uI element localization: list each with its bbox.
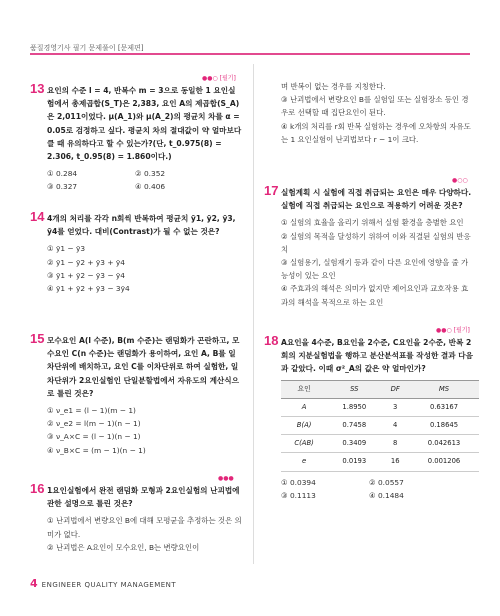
option[interactable]: ④ ν_B×C = (m − 1)(n − 1): [47, 445, 146, 455]
column-header: DF: [381, 380, 409, 398]
difficulty-dots-icon: ●●○: [436, 327, 454, 334]
table-cell: e: [281, 453, 327, 471]
column-header: 요인: [281, 380, 327, 398]
question-number: 13: [30, 81, 45, 96]
table-cell: 4: [381, 417, 409, 435]
question-stem: A요인을 4수준, B요인을 2수준, C요인을 2수준, 반복 2회의 지분실험법을 행하고 분산분석표를 작성한 결과 다음과 같았다. 이때 σ²_A의 값은 약 얼마인가?: [281, 338, 473, 374]
column-divider: [253, 64, 254, 564]
option[interactable]: ① ȳ1 − ȳ3: [47, 244, 86, 254]
option[interactable]: ④ k개의 처리를 r회 반복 실험하는 경우에 오차항의 자유도는 1 요인실험이 난괴법보다 r − 1이 크다.: [281, 121, 471, 144]
question-number: 14: [30, 209, 45, 224]
option[interactable]: ① 난괴법에서 변량요인 B에 대해 모평균을 추정하는 것은 의미가 없다.: [47, 516, 242, 539]
table-cell: A: [281, 398, 327, 416]
question-number: 15: [30, 331, 45, 346]
answer-options: [281, 80, 474, 146]
answer-options: [47, 404, 242, 457]
question-13: [30, 75, 242, 194]
option[interactable]: ① 0.0394: [281, 477, 316, 487]
question-stem: 요인의 수준 l = 4, 반복수 m = 3으로 동일한 1 요인실험에서 총제곱합(S_T)은 2,383, 요인 A의 제곱합(S_A)은 2,011이었다. μ(A_1)와 μ(A_2)의 평균치 차를 α = 0.05로 검정하고 싶다. 평균치 차의 절대값이 약 얼마보다 클 때 유의하다고 할 수 있는가?(단, t_0.975(8) = 2.306, t_0.95(8) = 1.860이다.): [47, 86, 242, 162]
column-header: SS: [327, 380, 381, 398]
answer-options: [281, 216, 474, 308]
question-16: [30, 475, 242, 554]
table-cell: 0.3409: [327, 435, 381, 453]
page-number: 4: [30, 577, 38, 590]
answer-options: [47, 514, 242, 554]
table-header-row: [281, 380, 479, 398]
table-row: [281, 398, 479, 416]
option[interactable]: ③ ȳ1 + ȳ2 − ȳ3 − ȳ4: [47, 270, 125, 280]
question-stem: 1요인실험에서 완전 랜덤화 모형과 2요인실험의 난괴법에 관한 설명으로 틀린 것은?: [47, 486, 240, 509]
option-continued: 며 반복이 없는 경우를 지칭한다.: [281, 82, 386, 91]
question-number: 17: [264, 183, 279, 198]
footer-text: ENGINEER QUALITY MANAGEMENT: [41, 581, 177, 589]
option[interactable]: ② 실험의 목적을 달성하기 위하여 이와 직결된 실험의 반응치: [281, 231, 471, 254]
question-stem: 모수요인 A(l 수준), B(m 수준)는 랜덤화가 곤란하고, 모수요인 C(n 수준)는 랜덤화가 용이하여, 요인 A, B를 일차단위에 배치하고, 요인 C를 이차단위로 하여 실험한, 일차단위가 2요인실험인 단일분할법에서 자유도의 계산식으로 틀린 것은?: [47, 336, 240, 398]
answer-options: [281, 476, 474, 502]
table-cell: 0.0193: [327, 453, 381, 471]
option[interactable]: ③ 0.327: [47, 182, 78, 192]
difficulty-dots-icon: ●●○: [202, 75, 220, 82]
option[interactable]: ④ ȳ1 + ȳ2 + ȳ3 − 3ȳ4: [47, 284, 130, 294]
option[interactable]: ③ 실험용기, 실험재기 등과 같이 다른 요인에 영향을 줄 가능성이 있는 요인: [281, 258, 469, 281]
table-cell: 0.042613: [409, 435, 479, 453]
table-row: [281, 435, 479, 453]
difficulty-badge: [218, 472, 234, 485]
question-15: [30, 331, 242, 457]
column-header: MS: [409, 380, 479, 398]
anova-table: [281, 380, 479, 472]
option[interactable]: ③ ν_A×C = (l − 1)(n − 1): [47, 432, 141, 442]
option[interactable]: ② 0.0557: [369, 477, 404, 487]
table-row: [281, 417, 479, 435]
table-cell: 16: [381, 453, 409, 471]
option[interactable]: ② ȳ1 − ȳ2 + ȳ3 + ȳ4: [47, 257, 125, 267]
question-16-continued: [264, 80, 474, 146]
difficulty-badge: ●●○ [필기]: [436, 327, 470, 334]
table-cell: 0.63167: [409, 398, 479, 416]
difficulty-dots-icon: ●○○: [452, 177, 468, 184]
header-rule: [30, 53, 470, 55]
difficulty-badge: ●●○ [필기]: [202, 75, 236, 82]
running-header: 품질경영기사 필기 문제풀이 [문제편]: [30, 44, 144, 52]
question-stem: 4개의 처리를 각각 n회씩 반복하여 평균치 ȳ1, ȳ2, ȳ3, ȳ4를 얻었다. 대비(Contrast)가 될 수 없는 것은?: [47, 214, 236, 237]
answer-options: [47, 167, 242, 193]
difficulty-badge: [452, 174, 468, 187]
table-cell: 3: [381, 398, 409, 416]
answer-options: [47, 242, 242, 295]
table-cell: B(A): [281, 417, 327, 435]
page-footer: [30, 577, 176, 590]
table-cell: 0.001206: [409, 453, 479, 471]
option[interactable]: ① 실험의 효율을 올리기 위해서 실험 환경을 층별한 요인: [281, 218, 464, 228]
table-cell: 0.18645: [409, 417, 479, 435]
table-row: [281, 453, 479, 471]
table-cell: 1.8950: [327, 398, 381, 416]
option[interactable]: ② 0.352: [135, 169, 166, 179]
option[interactable]: ④ 주효과의 해석은 의미가 없지만 제어요인과 교호작용 효과의 해석을 목적으로 하는 요인: [281, 284, 469, 307]
question-18: [264, 327, 474, 502]
option[interactable]: ④ 0.1484: [369, 490, 404, 500]
question-14: [30, 209, 242, 295]
option[interactable]: ① ν_e1 = (l − 1)(m − 1): [47, 406, 136, 416]
difficulty-dots-icon: ●●●: [218, 475, 234, 482]
option[interactable]: ② 난괴법은 A요인이 모수요인, B는 변량요인이: [47, 542, 200, 552]
question-number: 18: [264, 333, 279, 348]
question-stem: 실험계획 시 실험에 직접 취급되는 요인은 매우 다양하다. 실험에 직접 취급되는 요인으로 적용하기 어려운 것은?: [281, 188, 472, 211]
question-number: 16: [30, 481, 45, 496]
question-17: [264, 177, 474, 309]
table-cell: 8: [381, 435, 409, 453]
option[interactable]: ③ 0.1113: [281, 490, 316, 500]
option[interactable]: ① 0.284: [47, 169, 78, 179]
option[interactable]: ② ν_e2 = l(m − 1)(n − 1): [47, 419, 141, 429]
table-cell: C(AB): [281, 435, 327, 453]
option[interactable]: ④ 0.406: [135, 182, 166, 192]
table-cell: 0.7458: [327, 417, 381, 435]
option[interactable]: ③ 난괴법에서 변량요인 B를 실험일 또는 실험장소 등인 경우로 선택할 때 집단요인이 된다.: [281, 95, 469, 118]
